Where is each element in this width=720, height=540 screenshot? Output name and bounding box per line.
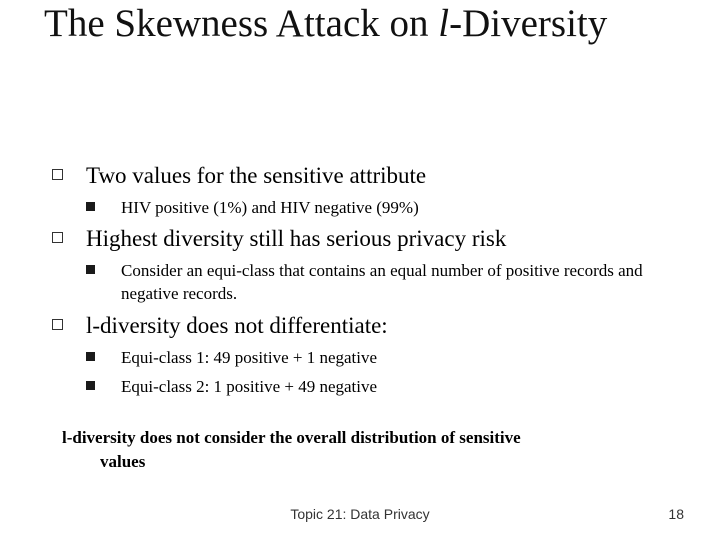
filled-square-bullet-icon bbox=[86, 202, 95, 211]
bullet-2-sub-1-text: Consider an equi-class that contains an equal number of positive records and negative records. bbox=[121, 261, 643, 303]
page-number: 18 bbox=[668, 506, 684, 522]
filled-square-bullet-icon bbox=[86, 265, 95, 274]
conclusion bbox=[62, 426, 642, 474]
footer-topic: Topic 21: Data Privacy bbox=[290, 506, 430, 522]
filled-square-bullet-icon bbox=[86, 381, 95, 390]
hollow-square-bullet-icon bbox=[52, 319, 63, 330]
bullet-3-text: l-diversity does not differentiate: bbox=[86, 313, 388, 338]
title-end: -Diversity bbox=[449, 2, 608, 45]
hollow-square-bullet-icon bbox=[52, 169, 63, 180]
bullet-2-text: Highest diversity still has serious privacy risk bbox=[86, 226, 507, 251]
slide-title bbox=[44, 2, 684, 46]
conclusion-line-1: l-diversity does not consider the overall distribution of sensitive bbox=[62, 428, 521, 447]
bullet-1-text: Two values for the sensitive attribute bbox=[86, 163, 427, 188]
bullet-3-sub-2-text: Equi-class 2: 1 positive + 49 negative bbox=[121, 377, 378, 396]
hollow-square-bullet-icon bbox=[52, 232, 63, 243]
bullet-1-sub-1-text: HIV positive (1%) and HIV negative (99%) bbox=[121, 198, 419, 217]
filled-square-bullet-icon bbox=[86, 352, 95, 361]
conclusion-line-2: values bbox=[100, 452, 146, 471]
bullet-3-sub-1-text: Equi-class 1: 49 positive + 1 negative bbox=[121, 348, 378, 367]
title-main: The Skewness Attack on bbox=[44, 2, 439, 45]
title-italic: l bbox=[438, 2, 450, 45]
